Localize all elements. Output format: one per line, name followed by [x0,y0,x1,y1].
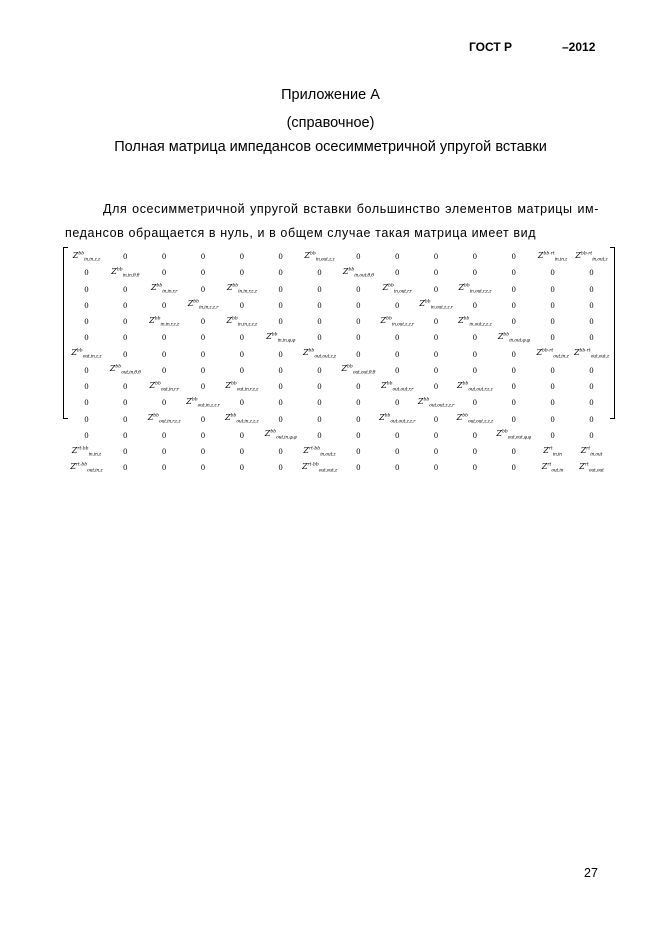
matrix-cell: 0 [356,350,361,359]
matrix-cell [145,412,184,428]
matrix-element: $Z^{bb}_{out,in,z,z}$ [71,348,102,360]
matrix-cell: 0 [239,431,245,440]
matrix-cell: 0 [550,431,555,440]
impedance-matrix [63,247,615,474]
matrix-element: $Z^{bb}_{out,in,\varphi,\varphi}$ [264,429,297,441]
matrix-cell: 0 [123,383,128,392]
matrix-element: $Z^{bb}_{out,in,z,z,z}$ [225,413,259,425]
matrix-element: $Z^{bb}_{out,out,z,z,r}$ [417,396,455,409]
matrix-cell: 0 [511,350,516,359]
matrix-cell: 0 [472,253,478,262]
matrix-cell: 0 [433,415,439,424]
matrix-cell: 0 [356,334,361,343]
matrix-cell: 0 [356,431,361,440]
matrix-cell: 0 [123,431,128,440]
matrix-cell: 0 [239,366,245,375]
matrix-cell: 0 [123,399,128,408]
matrix-element: $Z^{bb}_{in,in,r,z,z}$ [226,283,257,295]
matrix-cell: 0 [239,334,245,343]
matrix-cell: 0 [356,285,361,294]
matrix-cell: 0 [589,431,594,440]
matrix-table [67,249,611,477]
matrix-cell: 0 [317,269,322,278]
matrix-element: $Z^{bb}_{out,out,\varphi,\varphi}$ [496,429,531,441]
matrix-cell: 0 [239,448,245,457]
matrix-cell: 0 [550,334,555,343]
matrix-cell: 0 [511,285,516,294]
matrix-cell: 0 [550,366,555,375]
matrix-cell [455,282,494,298]
matrix-cell: 0 [433,366,439,375]
matrix-cell [184,395,223,411]
matrix-element: $Z^{bb}_{in,out,r,r}$ [382,283,412,295]
matrix-element: $Z^{bb}_{out,out,r,z,z}$ [457,380,493,393]
matrix-cell: 0 [161,334,167,343]
matrix-cell: 0 [472,399,478,408]
matrix-cell: 0 [84,318,89,327]
matrix-cell: 0 [200,269,206,278]
appendix-heading: Полная матрица импедансов осесимметричной упругой вставки [114,139,547,155]
matrix-row [67,347,611,363]
matrix-cell: 0 [200,334,206,343]
matrix-element: $Z^{bb}_{out,in,r,z,z}$ [225,380,259,393]
matrix-cell: 0 [356,415,361,424]
matrix-element: $Z^{bb}_{out,out,z,z}$ [302,348,336,360]
matrix-cell: 0 [200,253,206,262]
matrix-cell [261,330,300,346]
matrix-cell: 0 [84,399,89,408]
matrix-cell: 0 [511,464,516,473]
matrix-element: $Z^{bb}_{in,in,z,z}$ [72,250,101,263]
matrix-cell: 0 [394,366,400,375]
matrix-cell [417,395,456,411]
matrix-cell: 0 [589,318,594,327]
matrix-cell: 0 [161,399,167,408]
matrix-cell: 0 [200,366,206,375]
matrix-element: $Z^{bb}_{out,out,r,r}$ [381,380,414,393]
matrix-cell: 0 [394,431,400,440]
matrix-cell [533,347,572,363]
matrix-cell [300,444,339,460]
matrix-cell: 0 [317,366,322,375]
matrix-cell [261,428,300,444]
matrix-cell: 0 [317,334,322,343]
matrix-cell: 0 [239,301,245,310]
header-year: –2012 [562,40,596,54]
matrix-cell: 0 [394,399,400,408]
matrix-element: $Z^{rt}_{in,in}$ [543,445,562,458]
matrix-cell: 0 [278,399,283,408]
matrix-cell: 0 [472,350,478,359]
matrix-row [67,460,611,476]
matrix-element: $Z^{bb}_{out,out,z,z,r}$ [379,413,416,425]
matrix-cell: 0 [589,334,594,343]
matrix-cell [572,444,611,460]
matrix-element: $Z^{rt}_{out,out}$ [579,461,604,474]
matrix-cell: 0 [239,350,245,359]
matrix-cell [67,444,106,460]
matrix-cell: 0 [356,383,361,392]
matrix-element: $Z^{bb}_{out,in,\theta,\theta}$ [109,364,141,376]
matrix-element: $Z^{bb}_{out,out,\theta,\theta}$ [341,364,376,376]
matrix-cell: 0 [589,383,594,392]
matrix-row [67,265,611,281]
matrix-row [67,444,611,460]
matrix-cell: 0 [200,285,206,294]
matrix-cell: 0 [433,448,439,457]
matrix-element: $Z^{bb}_{out,in,z,z,r}$ [186,396,220,409]
matrix-cell: 0 [511,383,516,392]
matrix-cell: 0 [161,464,167,473]
matrix-cell: 0 [239,269,245,278]
matrix-cell: 0 [278,383,283,392]
matrix-row [67,249,611,265]
matrix-cell: 0 [278,415,283,424]
matrix-cell: 0 [123,334,128,343]
matrix-cell: 0 [123,415,128,424]
matrix-cell: 0 [356,253,361,262]
matrix-cell: 0 [550,399,555,408]
matrix-cell: 0 [472,464,478,473]
matrix-cell: 0 [394,464,400,473]
matrix-cell [455,379,494,395]
header-standard: ГОСТ Р [469,40,513,54]
matrix-element: $Z^{rt-bb}_{in,in,z}$ [71,445,102,458]
matrix-cell: 0 [433,464,439,473]
matrix-cell [339,363,378,379]
matrix-element: $Z^{rt-bb}_{out,out,z}$ [301,461,338,474]
matrix-cell: 0 [239,399,245,408]
matrix-element: $Z^{bb-rt}_{out,in,z}$ [536,348,569,360]
matrix-cell [106,363,145,379]
matrix-cell: 0 [123,301,128,310]
matrix-cell: 0 [589,269,594,278]
matrix-cell: 0 [161,350,167,359]
matrix-cell [67,249,106,265]
matrix-cell: 0 [161,253,167,262]
matrix-cell: 0 [317,318,322,327]
matrix-cell: 0 [511,269,516,278]
matrix-cell: 0 [589,366,594,375]
matrix-cell [222,282,261,298]
matrix-cell [300,249,339,265]
matrix-cell: 0 [278,285,283,294]
matrix-cell: 0 [200,431,206,440]
matrix-element: $Z^{bb}_{in,in,z,z,r}$ [187,299,219,311]
matrix-element: $Z^{bb}_{in,out,z,z,r}$ [380,315,414,328]
matrix-cell: 0 [394,334,400,343]
matrix-element: $Z^{rt}_{in,out}$ [580,445,603,458]
matrix-cell: 0 [317,301,322,310]
matrix-cell [378,379,417,395]
matrix-cell: 0 [511,415,516,424]
page-number: 27 [584,866,598,880]
matrix-cell [222,412,261,428]
matrix-cell [339,265,378,281]
matrix-cell [67,347,106,363]
matrix-cell: 0 [161,448,167,457]
matrix-cell: 0 [511,318,516,327]
matrix-cell: 0 [278,301,283,310]
matrix-cell: 0 [84,431,89,440]
matrix-row [67,314,611,330]
matrix-row [67,395,611,411]
matrix-cell: 0 [356,301,361,310]
matrix-cell: 0 [317,383,322,392]
matrix-cell: 0 [84,383,89,392]
matrix-cell [494,330,533,346]
matrix-cell: 0 [433,383,439,392]
matrix-element: $Z^{bb}_{out,in,r,z,z}$ [147,413,181,425]
matrix-cell: 0 [317,415,322,424]
matrix-element: $Z^{rt-bb}_{out,in,z}$ [70,461,103,474]
matrix-element: $Z^{bb}_{in,out,z,z}$ [304,250,335,263]
matrix-cell [572,347,611,363]
matrix-cell: 0 [550,415,555,424]
matrix-cell: 0 [589,301,594,310]
matrix-cell: 0 [356,318,361,327]
matrix-cell: 0 [394,269,400,278]
matrix-element: $Z^{bb}_{in,in,z,z,z}$ [226,315,258,328]
matrix-cell: 0 [317,399,322,408]
matrix-cell: 0 [278,269,283,278]
matrix-cell: 0 [84,269,89,278]
matrix-cell: 0 [472,334,478,343]
appendix-type: (справочное) [286,115,375,131]
matrix-cell [378,314,417,330]
matrix-element: $Z^{bb}_{in,out,z,z,z}$ [458,315,492,328]
matrix-row [67,379,611,395]
matrix-cell: 0 [123,350,128,359]
matrix-cell: 0 [200,383,206,392]
matrix-element: $Z^{bb-rt}_{in,out,z}$ [575,250,608,263]
matrix-cell: 0 [472,431,478,440]
matrix-row [67,428,611,444]
matrix-cell: 0 [433,253,439,262]
matrix-cell: 0 [472,269,478,278]
matrix-cell [106,265,145,281]
matrix-cell: 0 [472,366,478,375]
matrix-cell [417,298,456,314]
matrix-cell: 0 [200,350,206,359]
matrix-cell: 0 [433,431,439,440]
appendix-title: Приложение А [281,87,380,103]
matrix-cell: 0 [511,399,516,408]
matrix-cell [572,460,611,476]
matrix-cell: 0 [200,448,206,457]
matrix-cell: 0 [550,301,555,310]
matrix-cell: 0 [589,285,594,294]
matrix-cell: 0 [200,464,206,473]
matrix-element: $Z^{bb}_{in,out,z,z,r}$ [419,299,453,311]
matrix-cell: 0 [123,253,128,262]
matrix-cell: 0 [511,301,516,310]
matrix-cell: 0 [511,253,516,262]
matrix-cell [145,282,184,298]
matrix-cell: 0 [239,253,245,262]
matrix-element: $Z^{bb}_{in,in,\theta,\theta}$ [111,266,140,279]
matrix-cell [145,314,184,330]
matrix-cell [300,460,339,476]
matrix-cell: 0 [123,285,128,294]
matrix-cell: 0 [472,301,478,310]
matrix-element: $Z^{bb}_{in,out,\varphi,\varphi}$ [497,331,530,344]
matrix-cell: 0 [239,464,245,473]
matrix-element: $Z^{bb}_{in,in,\varphi,\varphi}$ [266,331,296,344]
matrix-element: $Z^{rt}_{out,in}$ [541,461,564,474]
matrix-cell [145,379,184,395]
matrix-cell [494,428,533,444]
matrix-element: $Z^{bb}_{in,in,r,z,z}$ [149,315,180,328]
matrix-cell [378,282,417,298]
matrix-cell: 0 [356,448,361,457]
matrix-row [67,298,611,314]
matrix-cell: 0 [589,399,594,408]
matrix-cell [455,412,494,428]
matrix-element: $Z^{bb}_{in,in,r,r}$ [150,283,178,295]
matrix-cell [533,460,572,476]
matrix-row [67,282,611,298]
matrix-cell: 0 [161,431,167,440]
matrix-cell: 0 [278,464,283,473]
matrix-cell: 0 [161,366,167,375]
matrix-cell: 0 [550,269,555,278]
matrix-row [67,412,611,428]
matrix-cell: 0 [394,253,400,262]
matrix-element: $Z^{bb-rt}_{in,in,z}$ [537,250,568,263]
matrix-cell: 0 [394,301,400,310]
matrix-cell: 0 [200,318,206,327]
matrix-cell: 0 [433,285,439,294]
matrix-cell: 0 [317,285,322,294]
matrix-cell: 0 [433,350,439,359]
matrix-cell [184,298,223,314]
matrix-cell: 0 [511,366,516,375]
matrix-cell: 0 [433,334,439,343]
matrix-cell: 0 [317,431,322,440]
matrix-element: $Z^{bb}_{in,out,r,z,z}$ [458,283,492,295]
matrix-cell: 0 [278,448,283,457]
matrix-row [67,330,611,346]
matrix-cell: 0 [394,448,400,457]
matrix-cell: 0 [550,318,555,327]
matrix-cell [533,444,572,460]
matrix-cell: 0 [123,464,128,473]
matrix-cell [378,412,417,428]
matrix-cell: 0 [433,269,439,278]
matrix-cell: 0 [278,350,283,359]
matrix-cell: 0 [433,318,439,327]
matrix-cell: 0 [589,415,594,424]
matrix-element: $Z^{bb-rt}_{out,out,z}$ [573,348,610,360]
matrix-cell: 0 [278,366,283,375]
matrix-element: $Z^{bb}_{out,in,r,r}$ [149,380,179,393]
matrix-cell: 0 [278,253,283,262]
matrix-cell: 0 [161,301,167,310]
matrix-cell [572,249,611,265]
matrix-element: $Z^{bb}_{out,out,z,z,z}$ [456,413,494,425]
matrix-cell: 0 [161,269,167,278]
matrix-cell: 0 [84,415,89,424]
matrix-cell [222,314,261,330]
matrix-cell: 0 [356,399,361,408]
matrix-cell: 0 [550,383,555,392]
matrix-cell: 0 [84,285,89,294]
body-paragraph [65,197,599,245]
matrix-cell [222,379,261,395]
matrix-cell: 0 [84,366,89,375]
matrix-cell: 0 [511,448,516,457]
matrix-element: $Z^{bb}_{in,out,\theta,\theta}$ [342,266,374,279]
matrix-cell: 0 [84,334,89,343]
matrix-cell: 0 [123,318,128,327]
matrix-cell: 0 [200,415,206,424]
paragraph-line: Для осесимметричной упругой вставки большинство элементов матрицы им- [103,202,599,216]
matrix-cell: 0 [356,464,361,473]
paragraph-line: педансов обращается в нуль, и в общем случае такая матрица имеет вид [65,226,537,240]
matrix-cell: 0 [84,301,89,310]
matrix-element: $Z^{rt-bb}_{in,out,z}$ [303,445,336,458]
matrix-cell: 0 [278,318,283,327]
matrix-row [67,363,611,379]
matrix-cell [455,314,494,330]
matrix-cell: 0 [394,350,400,359]
matrix-cell [300,347,339,363]
matrix-cell: 0 [472,448,478,457]
matrix-cell: 0 [550,285,555,294]
matrix-cell [67,460,106,476]
matrix-cell: 0 [123,448,128,457]
matrix-cell [533,249,572,265]
